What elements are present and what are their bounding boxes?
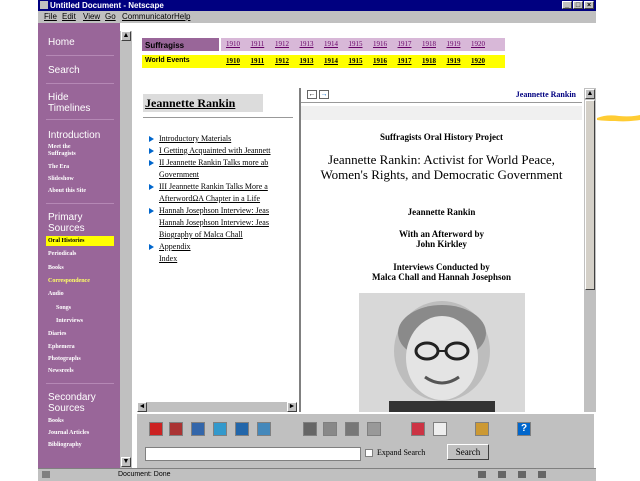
suffragist-year-link[interactable]: 1914 <box>324 40 338 48</box>
nav-introduction[interactable]: Introduction <box>48 130 101 141</box>
nav-diaries[interactable]: Diaries <box>48 331 67 337</box>
toc-arrow-icon <box>149 148 154 154</box>
status-text: Document: Done <box>118 471 171 478</box>
nav-divider <box>46 83 114 84</box>
toc-item[interactable]: I Getting Acquainted with Jeannett <box>159 146 271 155</box>
suffragist-year-link[interactable]: 1917 <box>397 40 412 48</box>
status-tray-icons <box>478 471 588 479</box>
world-event-year-link[interactable]: 1917 <box>397 57 412 65</box>
menu-communicator[interactable]: Communicator <box>122 12 175 21</box>
nav-divider <box>46 203 114 204</box>
toc-title: Jeannette Rankin <box>145 96 236 110</box>
toc-arrow-icon <box>149 160 154 166</box>
doc-header-divider <box>301 102 582 103</box>
toc-arrow-icon <box>149 136 154 142</box>
nav-the-era[interactable]: The Era <box>48 164 70 170</box>
netscape-icon <box>40 1 48 9</box>
world-event-year-link[interactable]: 1911 <box>250 57 265 65</box>
expand-search-checkbox[interactable] <box>365 449 373 457</box>
toc-panel <box>137 88 297 404</box>
doc-header-shade <box>301 106 582 120</box>
suffragist-year-link[interactable]: 1915 <box>348 40 363 48</box>
maximize-button[interactable]: □ <box>573 1 583 9</box>
toc-item[interactable]: III Jeannette Rankin Talks More a <box>159 182 268 191</box>
nav-divider <box>46 383 114 384</box>
document-content <box>301 88 582 412</box>
help-icon[interactable]: ? <box>517 422 531 436</box>
nav-hide-timelines-line1: Hide <box>48 92 69 103</box>
toc-item[interactable]: Hannah Josephson Interview: Jeas <box>159 218 269 227</box>
suffragist-year-link[interactable]: 1916 <box>373 40 387 48</box>
world-event-year-link[interactable]: 1913 <box>299 57 314 65</box>
nav-home[interactable]: Home <box>48 37 75 48</box>
nav-songs[interactable]: Songs <box>56 305 72 311</box>
nav-correspondence[interactable]: Correspondence <box>48 278 90 284</box>
world-event-year-link[interactable]: 1910 <box>226 57 240 65</box>
network-icon[interactable] <box>478 471 486 478</box>
chat-icon[interactable] <box>518 471 526 478</box>
list-icon[interactable] <box>433 422 447 436</box>
toc-item[interactable]: Hannah Josephson Interview: Jeas <box>159 206 269 215</box>
nav-primary-line2: Sources <box>48 223 85 234</box>
menu-go[interactable]: Go <box>105 12 116 21</box>
nav-slideshow[interactable]: Slideshow <box>48 176 74 182</box>
toc-arrow-icon <box>149 208 154 214</box>
compare-icon[interactable] <box>257 422 271 436</box>
ephemera-icon[interactable] <box>367 422 381 436</box>
window-title: Untitled Document - Netscape <box>50 1 164 10</box>
search-input[interactable] <box>145 447 361 461</box>
nav-primary-sources[interactable] <box>48 212 85 234</box>
doc-scroll-up-icon[interactable]: ▲ <box>586 90 594 97</box>
nav-secondary-sources[interactable] <box>48 392 96 414</box>
suffragist-year-link[interactable]: 1918 <box>422 40 436 48</box>
mail-icon[interactable] <box>498 471 506 478</box>
nav-audio[interactable]: Audio <box>48 291 64 297</box>
frame-scrollbar[interactable] <box>120 31 132 468</box>
suffragist-year-link[interactable]: 1911 <box>250 40 265 48</box>
minimize-button[interactable]: _ <box>562 1 572 9</box>
world-event-year-link[interactable]: 1912 <box>275 57 289 65</box>
toc-arrow-icon <box>149 184 154 190</box>
composer-icon[interactable] <box>538 471 546 478</box>
toc-horizontal-scrollbar[interactable] <box>137 402 297 412</box>
doc-interviews-line1: Interviews Conducted by <box>393 262 490 272</box>
world-event-year-link[interactable]: 1916 <box>373 57 387 65</box>
scroll-up-icon[interactable]: ▲ <box>122 32 130 39</box>
bottom-toolbar <box>137 414 594 468</box>
nav-hide-timelines-line2: Timelines <box>48 103 91 114</box>
nav-bibliography[interactable]: Bibliography <box>48 442 82 448</box>
scroll-down-icon[interactable]: ▼ <box>122 458 130 465</box>
doc-scroll-thumb[interactable] <box>585 100 595 290</box>
nav-oral-histories[interactable]: Oral Histories <box>48 238 85 244</box>
doc-afterword-line2: John Kirkley <box>416 239 467 249</box>
nav-search[interactable]: Search <box>48 65 80 76</box>
nav-secondary-books[interactable]: Books <box>48 418 64 424</box>
menu-help[interactable]: Help <box>174 12 191 21</box>
back-arrow-icon[interactable]: ← <box>308 91 316 98</box>
nav-periodicals[interactable]: Periodicals <box>48 251 77 257</box>
camera-icon[interactable] <box>345 422 359 436</box>
world-event-year-link[interactable]: 1915 <box>348 57 363 65</box>
toc-arrow-icon <box>149 244 154 250</box>
suffragist-year-link[interactable]: 1913 <box>299 40 314 48</box>
doc-scrollbar[interactable] <box>584 88 596 412</box>
nav-photographs[interactable]: Photographs <box>48 356 81 362</box>
decorative-yellow-stroke <box>597 112 640 124</box>
world-event-year-link[interactable]: 1920 <box>471 57 485 65</box>
suffragists-timeline-label: Suffragiss <box>145 41 185 50</box>
doc-subject: Jeannette Rankin <box>407 207 476 217</box>
toc-item[interactable]: Appendix <box>159 242 191 251</box>
periodical-icon[interactable] <box>213 422 227 436</box>
nav-meet-suffragists[interactable]: Meet the Suffragists <box>48 144 76 157</box>
hand-icon[interactable] <box>475 422 489 436</box>
menu-view[interactable]: View <box>83 12 101 21</box>
scroll-left-icon[interactable]: ◄ <box>138 403 146 410</box>
nav-secondary-line2: Sources <box>48 403 85 414</box>
flag-icon[interactable] <box>411 422 425 436</box>
toc-item[interactable]: Introductory Materials <box>159 134 232 143</box>
audio-icon[interactable] <box>303 422 317 436</box>
toc-item[interactable]: Government <box>159 170 199 179</box>
menu-edit[interactable]: Edit <box>62 12 76 21</box>
toc-item[interactable]: Index <box>159 254 178 263</box>
bookmark-icon[interactable] <box>169 422 183 436</box>
toc-item[interactable]: Biography of Malca Chall <box>159 230 243 239</box>
document-icon[interactable] <box>235 422 249 436</box>
world-event-year-link[interactable]: 1918 <box>422 57 436 65</box>
back-button-icon[interactable] <box>149 422 163 436</box>
document-frame <box>299 88 596 412</box>
forward-arrow-icon[interactable]: → <box>320 91 328 98</box>
nav-interviews[interactable]: Interviews <box>56 318 83 324</box>
world-event-year-link[interactable]: 1919 <box>446 57 461 65</box>
menu-bar <box>38 11 596 23</box>
doc-project: Suffragists Oral History Project <box>379 132 504 142</box>
world-event-year-link[interactable]: 1914 <box>324 57 338 65</box>
toc-item[interactable]: AfterwordΩA Chapter in a Life <box>159 194 261 203</box>
film-icon[interactable] <box>323 422 337 436</box>
doc-interviews-line2: Malca Chall and Hannah Josephson <box>371 272 512 282</box>
toc-item[interactable]: II Jeannette Rankin Talks more ab <box>159 158 269 167</box>
menu-file[interactable]: File <box>44 12 57 21</box>
expand-search-label: Expand Search <box>377 448 426 457</box>
scroll-right-icon[interactable]: ► <box>288 403 296 410</box>
books-icon[interactable] <box>191 422 205 436</box>
world-events-timeline-label: World Events <box>145 57 190 64</box>
doc-header-name: Jeannette Rankin <box>515 90 576 99</box>
close-button[interactable]: × <box>584 1 594 9</box>
suffragist-year-link[interactable]: 1919 <box>446 40 461 48</box>
nav-about-site[interactable]: About this Site <box>48 188 87 194</box>
doc-title: Jeannette Rankin: Activist for World Peace, Women's Rights, and Democratic Government <box>320 152 563 182</box>
nav-ephemera[interactable]: Ephemera <box>48 344 75 350</box>
security-lock-icon[interactable] <box>42 471 50 478</box>
nav-secondary-line1: Secondary <box>48 392 96 403</box>
nav-books[interactable]: Books <box>48 265 64 271</box>
suffragist-year-link[interactable]: 1920 <box>471 40 485 48</box>
nav-divider <box>46 55 114 56</box>
nav-newsreels[interactable]: Newsreels <box>48 368 74 374</box>
toc-divider <box>143 117 293 118</box>
left-navigation <box>38 23 120 468</box>
search-button[interactable]: Search <box>447 444 489 460</box>
doc-afterword-line1: With an Afterword by <box>398 229 485 239</box>
nav-primary-line1: Primary <box>48 212 83 223</box>
nav-divider <box>46 119 114 120</box>
window-titlebar <box>38 0 596 11</box>
status-bar <box>38 468 596 481</box>
portrait-photo <box>359 293 525 412</box>
suffragist-year-link[interactable]: 1912 <box>275 40 289 48</box>
nav-journal-articles[interactable]: Journal Articles <box>48 430 90 436</box>
nav-hide-timelines[interactable] <box>48 92 90 114</box>
suffragist-year-link[interactable]: 1910 <box>226 40 240 48</box>
